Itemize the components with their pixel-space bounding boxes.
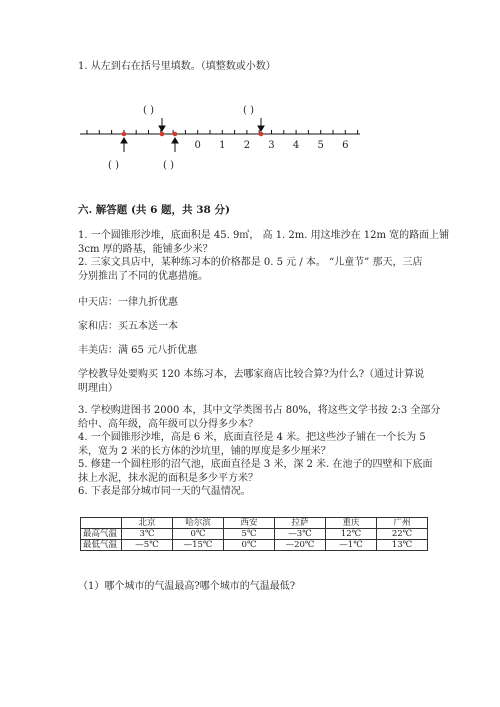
question-5-line-2: 抹上水泥，抹水泥的面积是多少平方米？ (78, 473, 258, 484)
table-cell: —20℃ (275, 540, 326, 551)
number-line-point (259, 132, 264, 137)
store-zhongtian: 中天店：一律九折优惠 (78, 297, 178, 308)
table-cell: 5℃ (224, 529, 275, 540)
number-line-label: 4 (292, 140, 300, 151)
number-line-point (173, 132, 178, 137)
question-2-ask-line-2: 明理由） (78, 383, 118, 394)
table-header-cell: 重庆 (326, 518, 377, 529)
number-line-label: 6 (342, 140, 349, 151)
table-header-cell: 北京 (122, 518, 173, 529)
answer-paren-bottom-left[interactable]: ( ) (108, 160, 119, 171)
table-header-cell: 广州 (377, 518, 428, 529)
table-row (81, 540, 428, 551)
store-jiahe: 家和店：买五本送一本 (78, 321, 178, 332)
table-cell: —15℃ (173, 540, 224, 551)
question-5-line-1: 5. 修建一个圆柱形的沼气池，底面直径是 3 米，深 2 米. 在池子的四壁和下底面 (78, 459, 433, 470)
table-header-row (81, 518, 428, 529)
table-row-label: 最高气温 (81, 529, 122, 540)
question-6-line-1: 6. 下表是部分城市同一天的气温情况。 (78, 486, 251, 497)
question-1-line-2: 3cm 厚的路基，能铺多少米？ (78, 244, 213, 255)
table-header-cell: 西安 (224, 518, 275, 529)
question-1-line-1: 1. 一个圆锥形沙堆，底面积是 45. 9㎡， 高 1. 2m. 用这堆沙在 12m 宽的路面上铺 (78, 230, 450, 241)
number-line-label: 3 (268, 140, 275, 151)
table-cell: 0℃ (173, 529, 224, 540)
question-3-line-2: 给中、高年级，高年级可以分得多少本？ (78, 419, 258, 430)
store-fengmei: 丰美店：满 65 元八折优惠 (78, 345, 198, 356)
number-line-ticks (87, 130, 358, 134)
number-line-label: 5 (317, 140, 324, 151)
table-header-cell: 拉萨 (275, 518, 326, 529)
number-line-label: 2 (243, 140, 251, 151)
question-fill-number-line: 1. 从左到右在括号里填数。（填整数或小数） (78, 61, 276, 72)
question-6-sub-1: （1）哪个城市的气温最高?哪个城市的气温最低? (78, 581, 296, 592)
table-cell: 22℃ (377, 529, 428, 540)
table-row-label: 最低气温 (81, 540, 122, 551)
number-line-point (160, 132, 165, 137)
number-line-point (122, 132, 127, 137)
answer-paren-top-left[interactable]: ( ) (143, 105, 154, 116)
table-corner-cell (81, 518, 122, 529)
number-line-label: 1 (219, 140, 226, 151)
answer-paren-bottom-right[interactable]: ( ) (163, 160, 174, 171)
table-cell: —1℃ (326, 540, 377, 551)
table-cell: 3℃ (122, 529, 173, 540)
question-4-line-2: 米，宽为 2 米的长方体的沙坑里，铺的厚度是多少厘米？ (78, 446, 331, 457)
question-4-line-1: 4. 一个圆锥形沙堆，高是 6 米，底面直径是 4 米。把这些沙子铺在一个长为 5 (78, 432, 426, 443)
table-cell: 13℃ (377, 540, 428, 551)
table-row (81, 529, 428, 540)
question-3-line-1: 3. 学校购进图书 2000 本，其中文学类图书占 80%，将这些文学书按 2:3 全部分 (78, 405, 441, 416)
number-line-label: 0 (194, 140, 201, 151)
table-cell: —5℃ (122, 540, 173, 551)
table-header-cell: 哈尔滨 (173, 518, 224, 529)
question-2-ask-line-1: 学校教导处要购买 120 本练习本，去哪家商店比较合算?为什么?（通过计算说 (78, 369, 425, 380)
arrow-up-right-icon (172, 138, 178, 152)
arrow-up-left-icon (121, 138, 127, 152)
section-title: 六. 解答题 (共 6 题，共 38 分) (78, 204, 230, 216)
temperature-table (80, 517, 428, 551)
question-2-line-1: 2. 三家文具店中，某种练习本的价格都是 0. 5 元 / 本。 “儿童节” 那天，三店 (78, 257, 423, 268)
table-cell: 0℃ (224, 540, 275, 551)
table-cell: 12℃ (326, 529, 377, 540)
answer-paren-top-right[interactable]: ( ) (243, 105, 254, 116)
arrow-down-right-icon (258, 118, 264, 131)
question-2-line-2: 分别推出了不同的优惠措施。 (78, 271, 208, 282)
arrow-down-left-icon (159, 118, 165, 131)
table-cell: —3℃ (275, 529, 326, 540)
